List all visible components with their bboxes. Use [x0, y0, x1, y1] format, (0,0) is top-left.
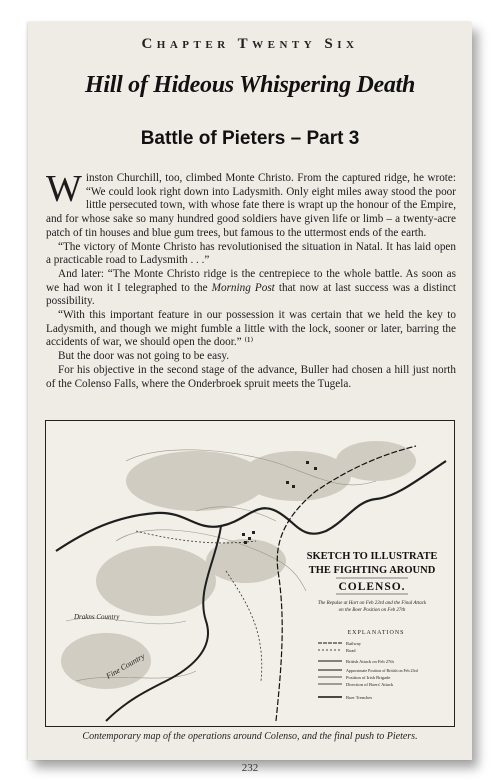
- legend-item-7: Boer Trenches: [346, 695, 373, 700]
- paragraph-6: For his objective in the second stage of the advance, Buller had chosen a hill just north of the Colenso Falls, where the Onderbroek spruit meets the Tugela.: [46, 363, 456, 390]
- page-number: 232: [241, 762, 259, 774]
- legend-heading: EXPLANATIONS: [347, 630, 405, 636]
- colenso-map: [45, 420, 455, 727]
- paragraph-5: But the door was not going to be easy.: [58, 350, 230, 363]
- legend-item-3: British Attack on Feb 27th: [346, 659, 394, 664]
- section-subtitle: Battle of Pieters – Part 3: [140, 128, 360, 149]
- paragraph-1-text: inston Churchill, too, climbed Monte Christo. From the captured ridge, he wrote: “We could look right down into Ladysmith. Only eight miles away stood the poor little persecuted town, with whose fate there is wrapt up the honour of the Empire, and for whose sake so many hundred good soldiers have given life or limb – a twenty-acre patch of tin houses and blue gum trees, but famous to the uttermost ends of the earth.: [46, 172, 456, 239]
- legend-item-2: Road: [346, 648, 356, 653]
- book-page: [28, 22, 472, 774]
- legend-item-5: Position of Irish Brigade: [346, 675, 391, 680]
- map-subtitle-2: on the Boer Position on Feb 27th: [338, 608, 406, 613]
- map-caption: Contemporary map of the operations around Colenso, and the final push to Pieters.: [82, 731, 418, 742]
- paragraph-3-pre: And later: “The Monte Christo ridge is the centrepiece to the whole battle. As soon as we had won it I telegraphed to the: [46, 267, 456, 294]
- chapter-title: Hill of Hideous Whispering Death: [84, 72, 415, 98]
- legend-item-1: Railway: [346, 641, 361, 646]
- map-label-left: Drakns Country: [74, 613, 120, 621]
- map-label-bottom: Fine Country: [104, 651, 147, 681]
- map-title-2: THE FIGHTING AROUND: [308, 565, 436, 576]
- map-title-3: COLENSO.: [338, 581, 406, 593]
- road-2: [226, 571, 262, 681]
- map-title-1: SKETCH TO ILLUSTRATE: [306, 551, 438, 562]
- map-drawing: [46, 421, 454, 726]
- chapter-heading: Chapter Twenty Six: [141, 36, 359, 52]
- legend-keys: [318, 643, 342, 697]
- body-text: [46, 168, 456, 391]
- newspaper-title: Morning Post: [211, 281, 275, 294]
- map-subtitle-1: The Repulse at Hart on Feb 23rd and the Final Attack: [317, 601, 427, 606]
- paragraph-4: “With this important feature in our possession it was certain that we held the key to Ladysmith, and though we might fumble a little with the lock, sooner or later, barring the accidents of war, we should open the door.” ⁽¹⁾: [46, 309, 456, 349]
- drop-cap: W: [46, 168, 82, 210]
- paragraph-2: “The victory of Monte Christo has revolutionised the situation in Natal. It has laid open a practicable road to Ladysmith . . .”: [46, 240, 456, 267]
- legend-item-4: Approximate Position of British on Feb 23rd: [346, 668, 418, 673]
- paragraph-1: [46, 168, 456, 241]
- paragraph-3-post: that now at last success was a distinct possibility.: [46, 281, 456, 308]
- legend-item-6: Direction of Boers' Attack: [346, 682, 394, 687]
- paragraph-3: [46, 268, 456, 309]
